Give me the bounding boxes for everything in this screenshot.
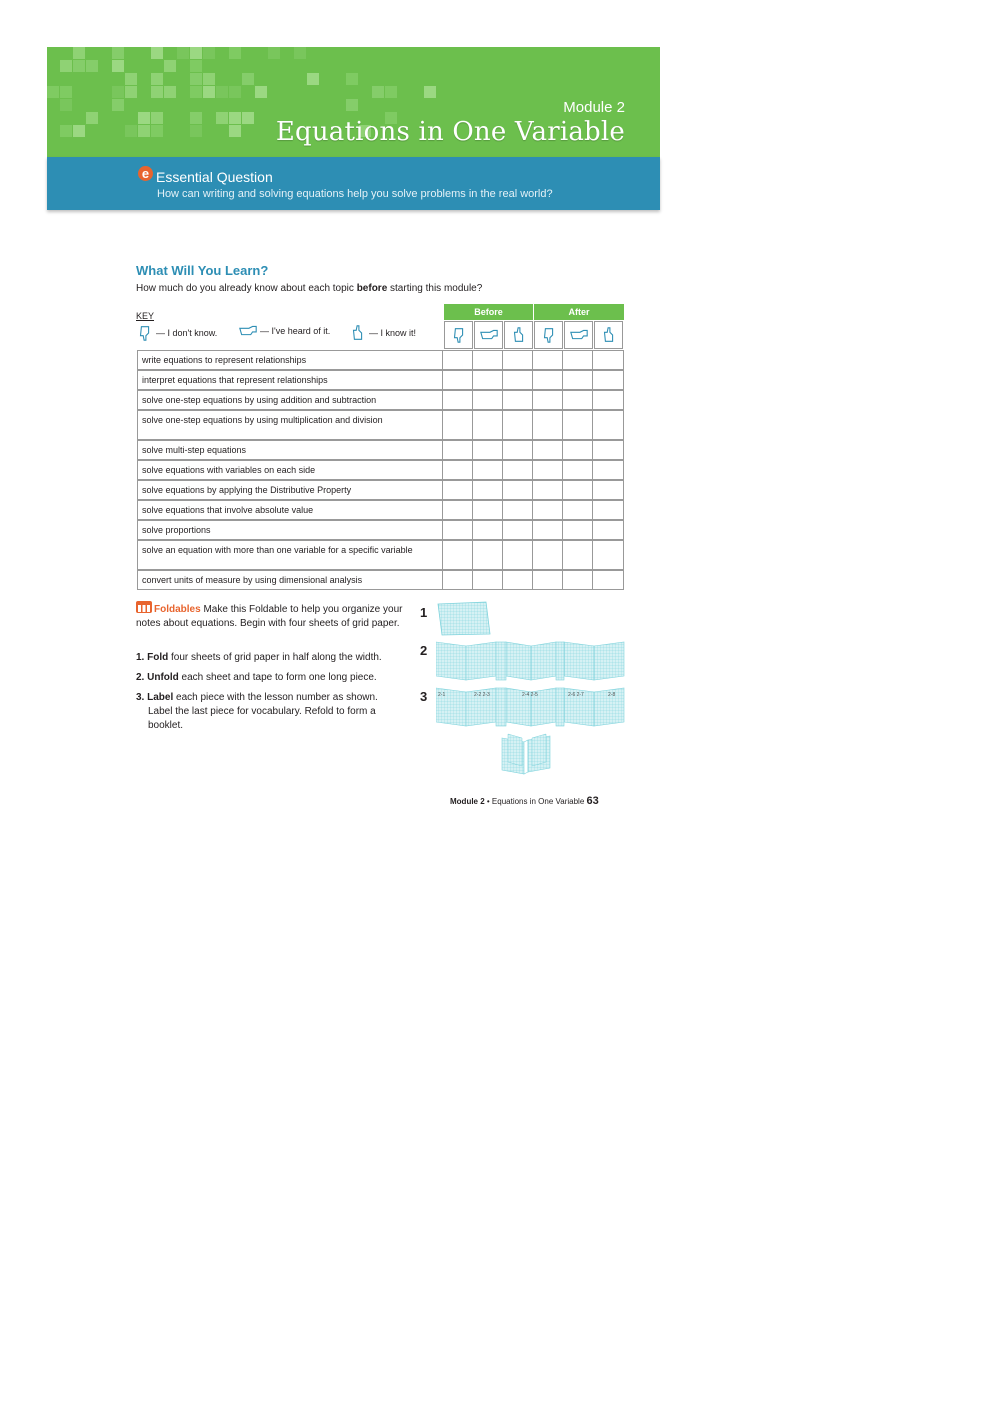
thumbs-sideways-icon	[564, 321, 593, 349]
essential-question-title: Essential Question	[156, 169, 273, 185]
topic-label: solve equations by applying the Distributive Property	[138, 481, 443, 499]
topic-label: solve proportions	[138, 521, 443, 539]
foldable-step-2	[136, 671, 406, 685]
after-rating-cell[interactable]	[593, 391, 623, 409]
topic-row	[137, 410, 624, 440]
topic-row	[137, 570, 624, 590]
banner-square	[60, 99, 72, 111]
before-rating-cell[interactable]	[473, 441, 503, 459]
labeled-strip	[436, 688, 624, 726]
after-rating-cell[interactable]	[533, 461, 563, 479]
step-2-num: 2.	[136, 672, 145, 683]
before-rating-cell[interactable]	[473, 501, 503, 519]
after-rating-cell[interactable]	[593, 501, 623, 519]
after-rating-cell[interactable]	[593, 441, 623, 459]
banner-square	[112, 86, 124, 98]
banner-square	[229, 47, 241, 59]
essential-question-bar	[47, 157, 660, 210]
lesson-label-5: 2-8	[608, 692, 616, 698]
before-rating-cell[interactable]	[443, 371, 473, 389]
banner-square	[346, 99, 358, 111]
banner-square	[190, 125, 202, 137]
topic-label: solve one-step equations by using multiplication and division	[138, 411, 443, 439]
before-rating-cell[interactable]	[473, 371, 503, 389]
before-rating-cell[interactable]	[503, 391, 533, 409]
banner-square	[73, 47, 85, 59]
step-1-num: 1.	[136, 652, 145, 663]
banner-square	[190, 86, 202, 98]
key-dont-know-label: — I don't know.	[156, 328, 218, 338]
banner-square	[151, 112, 163, 124]
before-rating-cell[interactable]	[503, 541, 533, 569]
before-rating-cell[interactable]	[473, 481, 503, 499]
banner-square	[372, 86, 384, 98]
lesson-label-2: 2-2 2-3	[474, 692, 490, 698]
essential-question-text: How can writing and solving equations help you solve problems in the real world?	[157, 188, 553, 200]
thumbs-down-icon	[534, 321, 563, 349]
step-1-text: four sheets of grid paper in half along the width.	[168, 652, 382, 663]
after-rating-cell[interactable]	[533, 521, 563, 539]
after-rating-cell[interactable]	[563, 571, 593, 589]
step-3-continued: Label the last piece for vocabulary. Refold to form a booklet.	[148, 706, 376, 731]
thumbs-sideways-icon	[474, 321, 503, 349]
after-rating-cell[interactable]	[593, 571, 623, 589]
before-rating-cell[interactable]	[473, 391, 503, 409]
topic-label: interpret equations that represent relationships	[138, 371, 443, 389]
before-rating-cell[interactable]	[443, 501, 473, 519]
footer-module: Module 2	[450, 797, 485, 806]
topic-row	[137, 460, 624, 480]
banner-square	[125, 73, 137, 85]
banner-square	[86, 60, 98, 72]
section-intro	[136, 283, 482, 294]
banner-square	[190, 73, 202, 85]
figure-number-2: 2	[420, 643, 428, 658]
folded-sheet	[438, 602, 490, 635]
topic-row	[137, 540, 624, 570]
thumbs-up-icon	[504, 321, 533, 349]
before-rating-cell[interactable]	[503, 411, 533, 439]
banner-square	[60, 86, 72, 98]
banner-square	[268, 47, 280, 59]
figure-number-1: 1	[420, 605, 428, 620]
topic-row	[137, 500, 624, 520]
foldables-intro-text: Make this Foldable to help you organize your notes about equations. Begin with four sheets of grid paper.	[136, 604, 403, 629]
step-3-text: each piece with the lesson number as shown.	[173, 692, 378, 703]
before-rating-cell[interactable]	[503, 481, 533, 499]
thumbs-up-icon	[594, 321, 623, 349]
after-rating-cell[interactable]	[593, 371, 623, 389]
after-rating-cell[interactable]	[533, 351, 563, 369]
banner-square	[242, 73, 254, 85]
banner-square	[112, 60, 124, 72]
after-rating-cell[interactable]	[563, 351, 593, 369]
thumbs-down-icon	[136, 324, 154, 342]
before-rating-cell[interactable]	[443, 521, 473, 539]
after-rating-cell[interactable]	[563, 541, 593, 569]
banner-square	[125, 86, 137, 98]
topic-label: solve an equation with more than one variable for a specific variable	[138, 541, 443, 569]
column-header-after: After	[534, 304, 624, 320]
before-rating-cell[interactable]	[473, 571, 503, 589]
after-rating-cell[interactable]	[593, 351, 623, 369]
banner-square	[203, 86, 215, 98]
banner-square	[229, 125, 241, 137]
after-rating-cell[interactable]	[533, 391, 563, 409]
banner-square	[190, 60, 202, 72]
step-3-bold: Label	[147, 692, 174, 703]
intro-text-2: starting this module?	[387, 283, 483, 294]
key-dont-know	[136, 324, 217, 342]
long-strip	[436, 642, 624, 680]
thumbs-up-icon	[349, 324, 367, 342]
footer-title: Equations in One Variable	[491, 797, 585, 806]
module-label: Module 2	[563, 99, 625, 116]
foldables-intro	[136, 603, 408, 631]
after-rating-cell[interactable]	[563, 411, 593, 439]
banner-square	[112, 99, 124, 111]
banner-square	[203, 47, 215, 59]
page-footer	[450, 795, 599, 807]
step-3-num: 3.	[136, 692, 145, 703]
after-rating-cell[interactable]	[533, 571, 563, 589]
before-rating-cell[interactable]	[473, 521, 503, 539]
after-rating-cell[interactable]	[563, 521, 593, 539]
banner-square	[138, 125, 150, 137]
key-know-it-label: — I know it!	[369, 328, 417, 338]
topic-label: solve equations that involve absolute value	[138, 501, 443, 519]
key-know-it	[349, 324, 416, 342]
after-rating-cell[interactable]	[533, 441, 563, 459]
banner-square	[255, 86, 267, 98]
key-heard-of	[238, 324, 330, 338]
before-rating-cell[interactable]	[473, 541, 503, 569]
banner-square	[112, 47, 124, 59]
after-rating-cell[interactable]	[563, 461, 593, 479]
before-rating-cell[interactable]	[443, 441, 473, 459]
after-rating-cell[interactable]	[533, 371, 563, 389]
topic-row	[137, 390, 624, 410]
banner-square	[60, 60, 72, 72]
before-rating-cell[interactable]	[503, 351, 533, 369]
banner-square	[47, 86, 59, 98]
topic-row	[137, 350, 624, 370]
banner-square	[294, 47, 306, 59]
after-rating-cell[interactable]	[593, 461, 623, 479]
before-rating-cell[interactable]	[473, 411, 503, 439]
after-rating-cell[interactable]	[533, 411, 563, 439]
module-title: Equations in One Variable	[275, 117, 625, 147]
thumbs-down-icon	[444, 321, 473, 349]
before-rating-cell[interactable]	[503, 571, 533, 589]
banner-square	[385, 86, 397, 98]
lesson-label-3: 2-4 2-5	[522, 692, 538, 698]
after-rating-cell[interactable]	[593, 411, 623, 439]
banner-square	[229, 86, 241, 98]
after-rating-cell[interactable]	[563, 501, 593, 519]
footer-separator: •	[484, 797, 492, 806]
foldable-step-3	[136, 691, 406, 733]
thumbs-sideways-icon	[238, 324, 258, 338]
banner-square	[73, 60, 85, 72]
topic-label: write equations to represent relationships	[138, 351, 443, 369]
after-rating-cell[interactable]	[563, 391, 593, 409]
topic-label: convert units of measure by using dimensional analysis	[138, 571, 443, 589]
after-rating-cell[interactable]	[563, 371, 593, 389]
topic-label: solve one-step equations by using addition and subtraction	[138, 391, 443, 409]
booklet	[502, 734, 550, 774]
before-rating-cell[interactable]	[443, 481, 473, 499]
topic-row	[137, 440, 624, 460]
banner-square	[216, 86, 228, 98]
before-rating-cell[interactable]	[443, 351, 473, 369]
topic-row	[137, 370, 624, 390]
banner-square	[216, 112, 228, 124]
before-rating-cell[interactable]	[443, 461, 473, 479]
banner-square	[164, 60, 176, 72]
banner-square	[60, 125, 72, 137]
banner-square	[307, 73, 319, 85]
banner-square	[190, 112, 202, 124]
banner-square	[151, 47, 163, 59]
before-rating-cell[interactable]	[473, 461, 503, 479]
banner-square	[346, 73, 358, 85]
step-2-text: each sheet and tape to form one long piece.	[178, 672, 377, 683]
before-rating-cell[interactable]	[503, 461, 533, 479]
before-rating-cell[interactable]	[503, 441, 533, 459]
after-rating-cell[interactable]	[533, 501, 563, 519]
after-rating-cell[interactable]	[593, 541, 623, 569]
banner-square	[203, 73, 215, 85]
step-2-bold: Unfold	[147, 672, 179, 683]
foldable-illustration	[436, 600, 626, 780]
banner-square	[242, 112, 254, 124]
before-rating-cell[interactable]	[473, 351, 503, 369]
lesson-label-1: 2-1	[438, 692, 446, 698]
topic-label: solve multi-step equations	[138, 441, 443, 459]
topic-row	[137, 520, 624, 540]
after-rating-cell[interactable]	[533, 541, 563, 569]
figure-number-3: 3	[420, 689, 428, 704]
banner-square	[151, 125, 163, 137]
before-rating-cell[interactable]	[443, 541, 473, 569]
essential-question-icon: e	[138, 166, 153, 181]
after-rating-cell[interactable]	[563, 481, 593, 499]
banner-square	[177, 47, 189, 59]
topic-label: solve equations with variables on each side	[138, 461, 443, 479]
before-rating-cell[interactable]	[503, 521, 533, 539]
before-rating-cell[interactable]	[443, 391, 473, 409]
module-banner	[47, 47, 660, 157]
banner-square	[424, 86, 436, 98]
banner-square	[86, 112, 98, 124]
before-rating-cell[interactable]	[503, 371, 533, 389]
after-rating-cell[interactable]	[533, 481, 563, 499]
key-heard-of-label: — I've heard of it.	[260, 326, 331, 336]
intro-text-1: How much do you already know about each topic	[136, 283, 357, 294]
banner-square	[73, 125, 85, 137]
page-number: 63	[586, 795, 599, 807]
banner-square	[229, 112, 241, 124]
before-rating-cell[interactable]	[443, 411, 473, 439]
before-rating-cell[interactable]	[503, 501, 533, 519]
banner-square	[151, 86, 163, 98]
banner-square	[164, 86, 176, 98]
lesson-label-4: 2-6 2-7	[568, 692, 584, 698]
section-title: What Will You Learn?	[136, 263, 269, 278]
before-rating-cell[interactable]	[443, 571, 473, 589]
banner-square	[190, 47, 202, 59]
intro-bold: before	[356, 283, 388, 294]
topic-row	[137, 480, 624, 500]
column-header-before: Before	[444, 304, 533, 320]
banner-square	[151, 73, 163, 85]
after-rating-cell[interactable]	[563, 441, 593, 459]
after-rating-cell[interactable]	[593, 521, 623, 539]
after-rating-cell[interactable]	[593, 481, 623, 499]
foldable-step-1	[136, 651, 406, 665]
foldables-brand: Foldables	[154, 604, 201, 615]
key-label: KEY	[136, 311, 155, 321]
banner-square	[125, 125, 137, 137]
step-1-bold: Fold	[147, 652, 169, 663]
banner-square	[138, 112, 150, 124]
